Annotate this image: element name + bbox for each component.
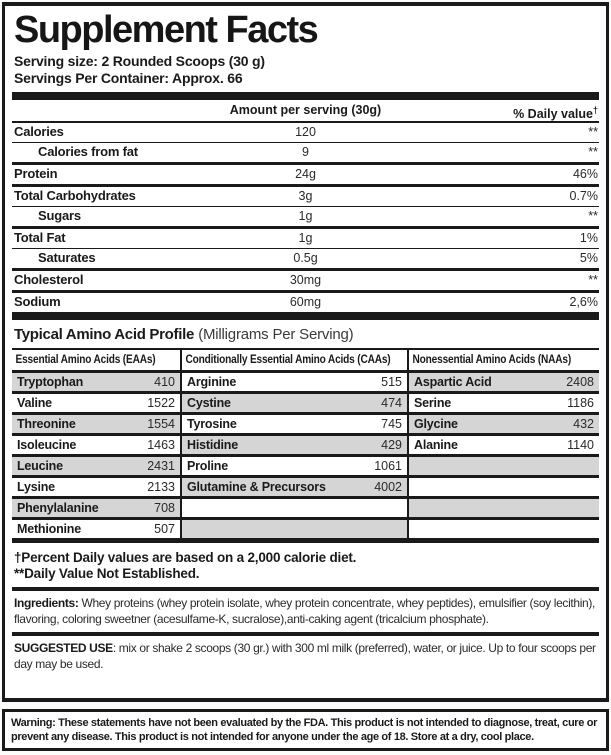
amino-name: Cystine xyxy=(187,396,231,410)
amino-column xyxy=(409,350,599,538)
amino-value: 474 xyxy=(381,396,402,410)
amino-profile-heading xyxy=(14,326,599,344)
amino-row xyxy=(182,499,407,520)
amino-name: Alanine xyxy=(414,438,458,452)
amino-row xyxy=(182,415,407,436)
amino-row xyxy=(12,415,180,436)
amino-row xyxy=(12,520,180,538)
amino-name: Leucine xyxy=(17,459,63,473)
nutrient-name: Total Fat xyxy=(14,230,66,245)
amino-column-header-text: Conditionally Essential Amino Acids (CAAs) xyxy=(185,354,391,366)
nutrient-name: Calories xyxy=(14,124,64,139)
nutrient-daily-value: ** xyxy=(588,145,598,159)
footnotes xyxy=(14,550,599,582)
amino-name: Glutamine & Precursors xyxy=(187,480,326,494)
nutrient-table-body xyxy=(12,121,599,312)
amino-row xyxy=(409,436,599,457)
amino-row xyxy=(12,478,180,499)
amino-value: 2408 xyxy=(566,375,594,389)
nutrient-name: Cholesterol xyxy=(14,272,84,287)
amino-row xyxy=(12,436,180,457)
amino-profile-title: Typical Amino Acid Profile xyxy=(14,326,195,343)
nutrient-amount: 3g xyxy=(298,189,313,203)
amino-value: 432 xyxy=(573,417,594,431)
amino-value: 515 xyxy=(381,375,402,389)
amino-row xyxy=(409,373,599,394)
nutrient-row xyxy=(12,268,599,290)
amino-value: 2431 xyxy=(147,459,175,473)
nutrient-daily-value: ** xyxy=(588,273,598,287)
amino-value: 507 xyxy=(154,522,175,536)
dagger-mark: † xyxy=(592,105,598,115)
nutrient-amount: 60mg xyxy=(289,295,322,309)
nutrient-name: Sodium xyxy=(14,294,61,309)
amino-value: 429 xyxy=(381,438,402,452)
amino-value: 1140 xyxy=(567,438,594,452)
amino-row xyxy=(182,373,407,394)
amino-row xyxy=(409,415,599,436)
amino-row xyxy=(12,373,180,394)
footnote-percent-daily: †Percent Daily values are based on a 2,000 calorie diet. xyxy=(14,550,357,565)
serving-size: Serving size: 2 Rounded Scoops (30 g) xyxy=(14,53,265,69)
amino-value: 1522 xyxy=(147,396,175,410)
thin-divider-bar xyxy=(12,587,599,591)
warning-text: These statements have not been evaluated by the FDA. This product is not intended to diagnose, treat, cure or prevent any disease. This product is not intended for anyone under the age of 18. Store at a dry, cool place. xyxy=(11,717,598,743)
amino-row xyxy=(12,394,180,415)
amino-column xyxy=(12,350,180,538)
nutrient-amount: 1g xyxy=(298,209,313,223)
nutrient-row xyxy=(12,121,599,142)
ingredients-paragraph xyxy=(14,595,597,627)
nutrient-table-header xyxy=(12,100,599,121)
amino-value: 708 xyxy=(154,501,175,515)
amino-name: Isoleucine xyxy=(17,438,77,452)
amino-column-header xyxy=(409,350,599,373)
amino-row xyxy=(409,394,599,415)
amino-row xyxy=(182,520,407,538)
amino-name: Histidine xyxy=(187,438,238,452)
amino-column-header-text: Nonessential Amino Acids (NAAs) xyxy=(412,354,572,366)
nutrient-daily-value: 2,6% xyxy=(569,295,598,309)
nutrient-daily-value: 5% xyxy=(579,251,598,265)
amino-name: Glycine xyxy=(414,417,458,431)
amino-row xyxy=(12,457,180,478)
footnote-not-established: **Daily Value Not Established. xyxy=(14,566,200,581)
amino-row xyxy=(409,478,599,499)
nutrient-daily-value: 46% xyxy=(572,167,598,181)
amount-column-header: Amount per serving (30g) xyxy=(229,103,382,117)
amino-name: Tryptophan xyxy=(17,375,84,389)
nutrient-daily-value: ** xyxy=(588,209,598,223)
amino-name: Phenylalanine xyxy=(17,501,99,515)
nutrient-daily-value: 1% xyxy=(579,231,598,245)
suggested-use-paragraph xyxy=(14,640,597,672)
amino-value: 1186 xyxy=(567,396,594,410)
ingredients-text: Whey proteins (whey protein isolate, whey protein concentrate, whey peptides), emulsifier (soy lecithin), flavoring, coloring sweetner (acesulfame-K, sucralose),anti-caking agent (tricalcium phosphate). xyxy=(14,596,595,626)
amino-row xyxy=(409,499,599,520)
amino-column-header xyxy=(12,350,180,373)
amino-column-header xyxy=(182,350,407,373)
suggested-use-label: SUGGESTED USE xyxy=(14,641,113,655)
amino-row xyxy=(12,499,180,520)
ingredients-label: Ingredients: xyxy=(14,596,79,610)
amino-acid-table xyxy=(12,348,599,543)
nutrient-row xyxy=(12,184,599,206)
nutrient-row xyxy=(12,162,599,184)
amino-column-header-text: Essential Amino Acids (EAAs) xyxy=(15,354,156,366)
panel-title: Supplement Facts xyxy=(14,9,318,51)
nutrient-name: Sugars xyxy=(38,208,81,223)
nutrient-amount: 120 xyxy=(295,125,316,139)
amino-name: Threonine xyxy=(17,417,76,431)
suggested-use-text: : mix or shake 2 scoops (30 gr.) with 300 ml milk (preferred), water, or juice. Up to four scoops per day may be used. xyxy=(14,641,596,671)
amino-value: 4002 xyxy=(374,480,402,494)
nutrient-name: Total Carbohydrates xyxy=(14,188,136,203)
nutrient-amount: 24g xyxy=(295,167,316,181)
nutrient-name: Calories from fat xyxy=(38,144,138,159)
amino-value: 745 xyxy=(381,417,402,431)
amino-name: Aspartic Acid xyxy=(414,375,492,389)
nutrient-amount: 0.5g xyxy=(293,251,318,265)
daily-value-header-text: % Daily value xyxy=(513,107,593,122)
nutrient-row xyxy=(12,206,599,226)
nutrient-daily-value: ** xyxy=(588,125,598,139)
amino-row xyxy=(182,394,407,415)
nutrient-amount: 9 xyxy=(302,145,309,159)
amino-value: 1554 xyxy=(147,417,175,431)
nutrient-amount: 30mg xyxy=(289,273,322,287)
nutrient-amount: 1g xyxy=(298,231,313,245)
amino-row xyxy=(409,457,599,478)
amino-profile-subtitle: (Milligrams Per Serving) xyxy=(198,326,354,343)
warning-box xyxy=(2,709,609,751)
amino-value: 1061 xyxy=(374,459,402,473)
amino-name: Methionine xyxy=(17,522,81,536)
nutrient-name: Protein xyxy=(14,166,58,181)
nutrient-row xyxy=(12,226,599,248)
supplement-facts-panel xyxy=(2,2,609,702)
amino-value: 1463 xyxy=(147,438,175,452)
nutrient-row xyxy=(12,290,599,312)
amino-value: 2133 xyxy=(147,480,175,494)
nutrient-daily-value: 0.7% xyxy=(569,189,598,203)
warning-label: Warning: xyxy=(11,717,56,729)
section-divider-bar xyxy=(12,312,599,320)
section-divider-bar xyxy=(12,92,599,100)
amino-column xyxy=(180,350,409,538)
servings-per-container: Servings Per Container: Approx. 66 xyxy=(14,70,243,86)
amino-row xyxy=(409,520,599,538)
amino-name: Lysine xyxy=(17,480,55,494)
amino-name: Valine xyxy=(17,396,52,410)
amino-row xyxy=(182,457,407,478)
nutrient-row xyxy=(12,248,599,268)
amino-name: Serine xyxy=(414,396,452,410)
amino-row xyxy=(182,436,407,457)
nutrient-name: Saturates xyxy=(38,250,96,265)
amino-name: Arginine xyxy=(187,375,237,389)
amino-name: Tyrosine xyxy=(187,417,237,431)
amino-value: 410 xyxy=(154,375,175,389)
amino-row xyxy=(182,478,407,499)
amino-name: Proline xyxy=(187,459,228,473)
nutrient-row xyxy=(12,142,599,162)
thin-divider-bar xyxy=(12,632,599,636)
